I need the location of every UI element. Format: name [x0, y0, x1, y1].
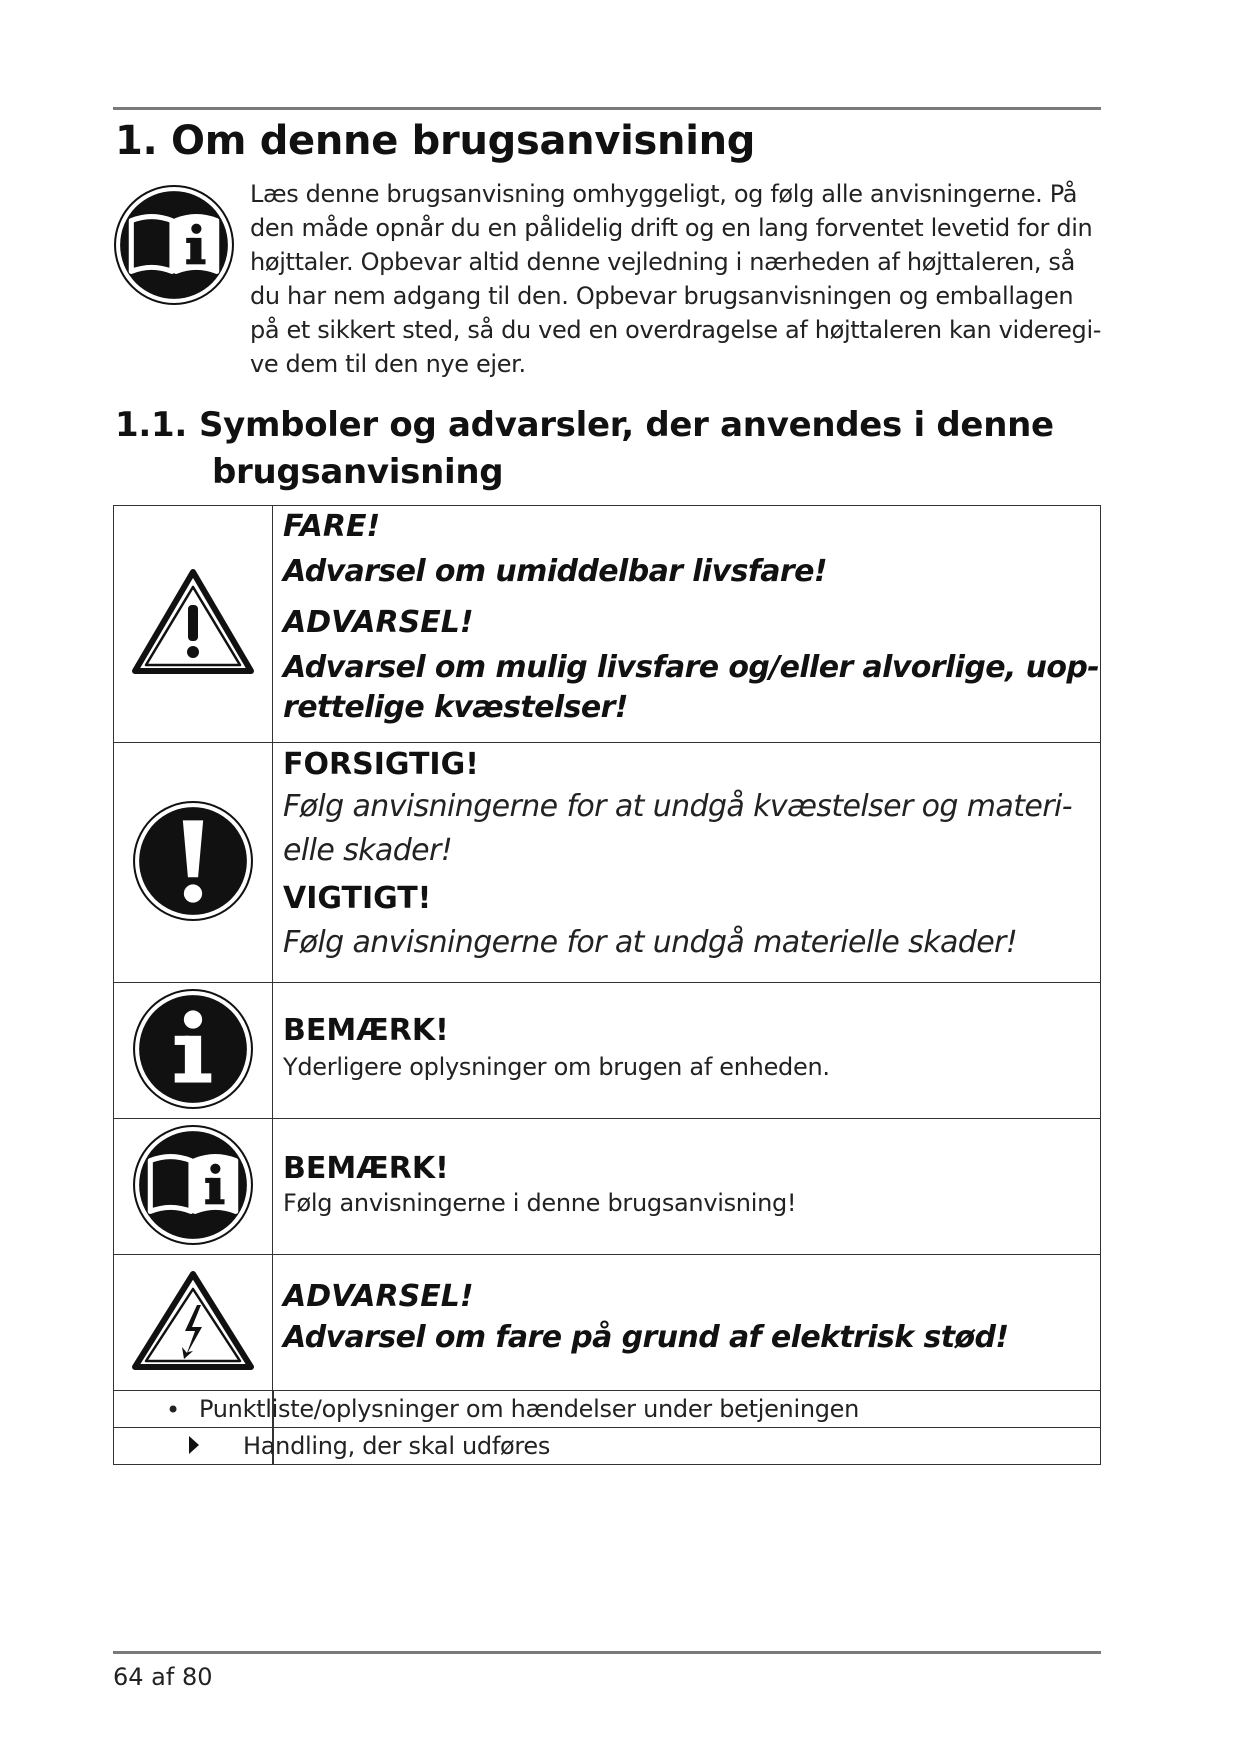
intro-line: højttaler. Opbevar altid denne vejledning i nærheden af højttaleren, så [250, 248, 1075, 276]
top-rule [113, 107, 1101, 110]
note-label: BEMÆRK! [283, 1013, 449, 1048]
subsection-title-line1: Symboler og advarsler, der anvendes i denne [199, 405, 1054, 445]
text-cell [273, 743, 1101, 983]
table-row [114, 983, 1101, 1119]
subsection-number: 1.1. [115, 405, 187, 445]
warning-triangle-icon [130, 567, 256, 677]
caution-description-line1: Følg anvisningerne for at undgå kvæstelser og materi- [283, 789, 1072, 824]
action-description: Handling, der skal udføres [243, 1432, 551, 1460]
bullet-description: Punktliste/oplysninger om hændelser under betjeningen [199, 1395, 860, 1423]
triangle-right-icon [189, 1436, 199, 1454]
text-cell [273, 1255, 1101, 1391]
intro-line: Læs denne brugsanvisning omhyggeligt, og følg alle anvisningerne. På [250, 180, 1078, 208]
caution-label: FORSIGTIG! [283, 747, 479, 782]
section-title: Om denne brugsanvisning [171, 118, 756, 164]
intro-line: du har nem adgang til den. Opbevar brugsanvisningen og emballagen [250, 282, 1074, 310]
footer-rule [113, 1651, 1101, 1654]
subsection-heading [115, 402, 1054, 496]
table-row [114, 1119, 1101, 1255]
manual-info-icon [132, 1124, 254, 1246]
info-circle-icon [132, 988, 254, 1110]
table-row [114, 506, 1101, 743]
symbols-table [113, 505, 1101, 1465]
table-row [114, 1428, 1101, 1465]
text-cell [273, 506, 1101, 743]
icon-cell [114, 983, 273, 1119]
bullet-icon: • [166, 1396, 180, 1424]
intro-paragraph [250, 177, 1102, 381]
table-row [114, 1391, 1101, 1428]
warning-description-line2: rettelige kvæstelser! [283, 690, 628, 725]
text-cell [273, 1119, 1101, 1255]
bullet-list-row [114, 1391, 1101, 1428]
table-row [114, 743, 1101, 983]
warning-description-line1: Advarsel om mulig livsfare og/eller alvorlige, uop- [283, 650, 1100, 685]
intro-line: ve dem til den nye ejer. [250, 350, 526, 378]
shock-warning-label: ADVARSEL! [283, 1279, 474, 1314]
section-heading [115, 118, 755, 164]
note-label: BEMÆRK! [283, 1151, 449, 1186]
shock-warning-description: Advarsel om fare på grund af elektrisk stød! [283, 1320, 1009, 1355]
action-row [114, 1428, 1101, 1465]
manual-info-icon [113, 184, 235, 306]
danger-description: Advarsel om umiddelbar livsfare! [283, 554, 827, 589]
danger-label: FARE! [283, 509, 381, 544]
icon-cell [114, 1255, 273, 1391]
note-description: Følg anvisningerne i denne brugsanvisning! [283, 1189, 797, 1217]
intro-line: på et sikkert sted, så du ved en overdragelse af højttaleren kan videregi- [250, 316, 1102, 344]
page-number: 64 af 80 [113, 1663, 213, 1691]
warning-label: ADVARSEL! [283, 605, 474, 640]
icon-cell [114, 1119, 273, 1255]
icon-cell [114, 743, 273, 983]
important-description: Følg anvisningerne for at undgå materielle skader! [283, 925, 1018, 960]
exclamation-circle-icon [132, 800, 254, 922]
caution-description-line2: elle skader! [283, 833, 453, 868]
important-label: VIGTIGT! [283, 881, 432, 916]
table-row [114, 1255, 1101, 1391]
text-cell [273, 983, 1101, 1119]
electric-shock-icon [130, 1269, 256, 1373]
section-number: 1. [115, 118, 158, 164]
intro-line: den måde opnår du en pålidelig drift og en lang forventet levetid for din [250, 214, 1093, 242]
icon-cell [114, 506, 273, 743]
note-description: Yderligere oplysninger om brugen af enheden. [283, 1053, 830, 1081]
subsection-title-line2: brugsanvisning [212, 452, 504, 492]
